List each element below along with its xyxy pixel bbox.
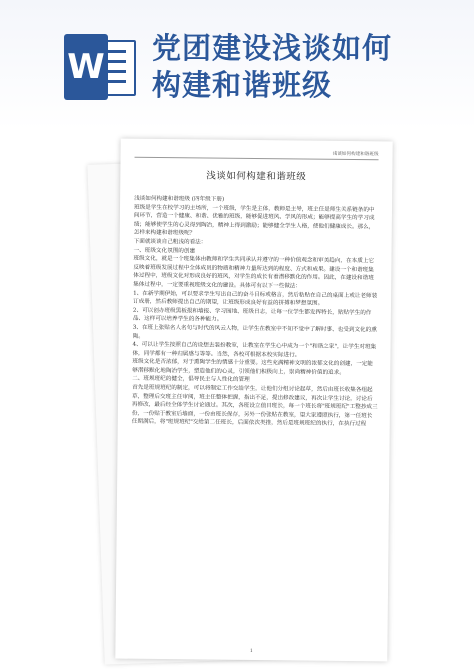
banner-title-line-2: 构建和谐班级 — [152, 68, 333, 102]
paragraph: 2、可以创办班级黑板报和墙报、学习园地、班级日志，让每一位学生都发挥特长，贴贴学生的作品、这样可以培养学生的各种能力。 — [132, 307, 372, 323]
paragraph: 3、在班上张贴名人名句与时代的风云人物，让学生在教室中不知不觉中了解时事、也受到文化的熏陶。 — [132, 324, 377, 340]
page-number: 1 — [249, 648, 253, 655]
header-rule — [135, 157, 379, 161]
paragraph: 二、班规班纪的健全，倡导民主与人性化的管理 — [132, 376, 250, 384]
banner — [0, 0, 474, 130]
document-body — [132, 195, 380, 430]
paragraph: 一、班级文化氛围的创建 — [133, 247, 196, 254]
word-logo-letter: W — [64, 34, 108, 100]
banner-title — [152, 30, 462, 104]
word-document-icon — [64, 34, 138, 100]
paragraph: 下面就谈谈自己粗浅的看法： — [133, 238, 207, 246]
running-header: 浅谈如何构建和谐班级 — [332, 151, 379, 158]
paragraph: 班级文化，就是一个班集体由教师和学生共同承认并遵守的一种价值观念和审美趋向，在本质上它反映着班级发展过程中全体成员的物质和精神力量所达到的程度、方式和成果。建设一个和谐班集体过程中，班级文化对形成良好的班风，对学生的成长有着潜移默化的作用。因此，在建设和谐班集体过程中，一定要重视班级文化的建设。具体可有以下一些做法： — [133, 255, 375, 290]
paragraph: 4、可以让学生按照自己的设想去装扮教室，让教室在学生心中成为一个"和谐之家"，让学生对班集体，同学都有一种归属感与等等。当然，各校可根据本校实际进行。 — [132, 341, 377, 359]
document-page — [115, 139, 392, 662]
paragraph: 首先是班规班纪的制定，可以将制定工作交给学生，让他们分组讨论起草，然后由班长收集各组起草，整理后交班主任审阅，班主任整体把握，指出不足，提出修改建议，再次让学生讨论，讨论后再修改，最后经全体学生讨论通过。其次，各班设立值日班长，每一个班长将"班规班纪"工整抄成三份，一份贴于教室后墙面，一份由班长保存，另外一份张贴在教室，望大家遵照执行，第一任班长任期满后，将"班规班纪"交给第二任班长，后面依次类推，然后是班规班纪的执行，在执行过程 — [131, 384, 378, 428]
paragraph: 班级文化是否浓郁，对于熏陶学生的情感十分重要。这些充满精神文明的浓郁文化的创建，一定能够潜移默化地陶冶学生，塑造他们的心灵，引领他们积极向上，崇尚精神价值的追求。 — [132, 359, 373, 376]
banner-title-line-1: 党团建设浅谈如何 — [152, 31, 393, 65]
paragraph: 1、在新学期伊始，可以要求学生写出自己的奋斗目标或格言，然后粘贴在自己的桌面上或让老师装订成册，然后教师提出自己的期望，让班级形成良好有益的拼搏和梦想氛围。 — [132, 290, 378, 307]
paragraph: 浅谈如何构建和谐班级 (四年级下册) — [134, 195, 225, 203]
document-title: 浅谈如何构建和谐班级 — [206, 170, 307, 183]
paragraph: 班级是学生在校学习的主场所，一个班级，学生是主体，教师是主导，班主任是师生关系链条的中间环节，营造一个健康、和谐、优雅的班级，能够促进班风、学风的形成；能够提高学生的学习成绩；能够使学生的心灵得到陶冶，精神上得到激励；能够健全学生人格，使他们健康成长。那么，怎样来构建和谐班级呢？ — [133, 204, 375, 237]
